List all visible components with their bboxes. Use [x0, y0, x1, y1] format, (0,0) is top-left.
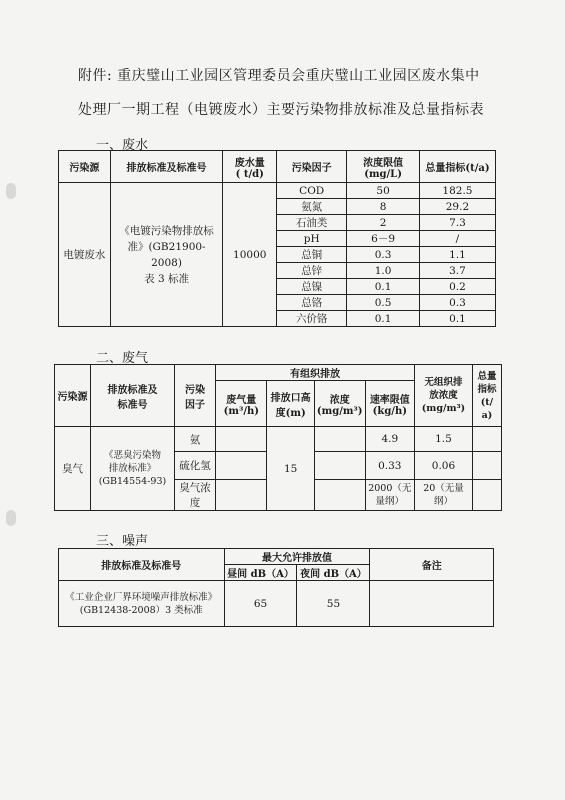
rate-cell: 0.33: [365, 452, 415, 480]
limit-cell: 0.5: [347, 295, 420, 311]
total-cell: 3.7: [419, 263, 495, 279]
header-limit: 浓度限值 (mg/L): [347, 151, 420, 183]
wastewater-table: [58, 150, 496, 327]
source-cell: 臭气: [55, 427, 91, 511]
standard-cell: 《恶臭污染物 排放标准》 (GB14554-93): [91, 427, 175, 511]
factor-cell: COD: [277, 183, 347, 199]
limit-cell: 0.1: [347, 279, 420, 295]
factor-cell: 氨: [174, 427, 215, 452]
limit-cell: 50: [347, 183, 420, 199]
header-rate: 速率限值 (kg/h): [365, 381, 415, 427]
header-source: 污染源: [59, 151, 111, 183]
limit-cell: 0.1: [347, 311, 420, 327]
unorganized-cell: 1.5: [415, 427, 473, 452]
total-cell: [472, 452, 501, 480]
header-factor: 污染 因子: [174, 365, 215, 427]
section-wastegas-heading: 二、废气: [96, 351, 149, 366]
total-cell: 29.2: [419, 199, 495, 215]
total-cell: 0.1: [419, 311, 495, 327]
factor-cell: pH: [277, 231, 347, 247]
note-cell: [370, 581, 494, 627]
factor-cell: 硫化氢: [174, 452, 215, 480]
factor-cell: 六价铬: [277, 311, 347, 327]
factor-cell: 总锌: [277, 263, 347, 279]
header-standard: 排放标准及 标准号: [91, 365, 175, 427]
unorganized-cell: 0.06: [415, 452, 473, 480]
factor-cell: 石油类: [277, 215, 347, 231]
total-cell: 1.1: [419, 247, 495, 263]
limit-cell: 1.0: [347, 263, 420, 279]
gas-volume-cell: [216, 452, 267, 480]
section-wastewater-heading: 一、废水: [96, 138, 149, 153]
wastegas-table: [54, 364, 502, 511]
binding-hole: [6, 183, 16, 199]
header-max-allowed: 最大允许排放值: [224, 549, 370, 565]
header-unorganized: 无组织排 放浓度 (mg/m³): [415, 365, 473, 427]
concentration-cell: [314, 452, 365, 480]
total-cell: 0.2: [419, 279, 495, 295]
rate-cell: 2000（无 量纲）: [365, 480, 415, 511]
binding-hole: [6, 510, 16, 526]
source-cell: 电镀废水: [59, 183, 111, 327]
factor-cell: 总铬: [277, 295, 347, 311]
section-noise-heading: 三、噪声: [96, 534, 149, 549]
total-cell: 0.3: [419, 295, 495, 311]
standard-cell: 《电镀污染物排放标 准》(GB21900-2008) 表 3 标准: [110, 183, 223, 327]
header-day: 昼间 dB（A）: [224, 565, 297, 581]
header-night: 夜间 dB（A）: [297, 565, 370, 581]
header-note: 备注: [370, 549, 494, 581]
factor-cell: 总镍: [277, 279, 347, 295]
factor-cell: 总铜: [277, 247, 347, 263]
header-volume: 废水量 ( t/d): [223, 151, 277, 183]
total-cell: /: [419, 231, 495, 247]
total-cell: [472, 480, 501, 511]
noise-table: [58, 548, 494, 627]
concentration-cell: [314, 427, 365, 452]
limit-cell: 0.3: [347, 247, 420, 263]
factor-cell: 臭气浓度: [174, 480, 215, 511]
header-organized: 有组织排放: [216, 365, 415, 381]
standard-cell: 《工业企业厂界环境噪声排放标准》 (GB12438-2008）3 类标准: [59, 581, 225, 627]
header-standard: 排放标准及标准号: [110, 151, 223, 183]
total-cell: 7.3: [419, 215, 495, 231]
header-gas-volume: 废气量 (m³/h): [216, 381, 267, 427]
gas-volume-cell: [216, 427, 267, 452]
header-height: 排放口高 度(m): [267, 381, 314, 427]
total-cell: 182.5: [419, 183, 495, 199]
limit-cell: 6－9: [347, 231, 420, 247]
header-factor: 污染因子: [277, 151, 347, 183]
height-cell: 15: [267, 427, 314, 511]
total-cell: [472, 427, 501, 452]
volume-cell: 10000: [223, 183, 277, 327]
header-total: 总量 指标 (t/ a): [472, 365, 501, 427]
header-concentration: 浓度 (mg/m³): [314, 381, 365, 427]
limit-cell: 2: [347, 215, 420, 231]
rate-cell: 4.9: [365, 427, 415, 452]
gas-volume-cell: [216, 480, 267, 511]
document-title-line2: 处理厂一期工程（电镀废水）主要污染物排放标准及总量指标表: [78, 102, 484, 118]
limit-cell: 8: [347, 199, 420, 215]
day-value-cell: 65: [224, 581, 297, 627]
factor-cell: 氨氮: [277, 199, 347, 215]
unorganized-cell: 20（无量 纲）: [415, 480, 473, 511]
document-title-line1: 附件: 重庆璧山工业园区管理委员会重庆璧山工业园区废水集中: [78, 68, 480, 84]
night-value-cell: 55: [297, 581, 370, 627]
header-source: 污染源: [55, 365, 91, 427]
concentration-cell: [314, 480, 365, 511]
header-standard: 排放标准及标准号: [59, 549, 225, 581]
header-total: 总量指标(t/a): [419, 151, 495, 183]
